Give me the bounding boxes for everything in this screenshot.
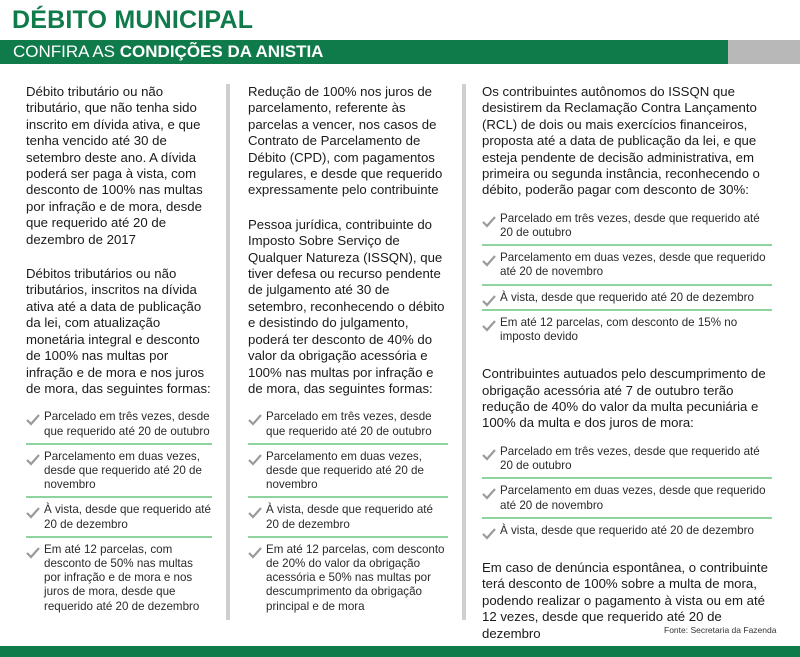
check-icon — [248, 506, 262, 520]
list-item-text: Parcelamento em duas vezes, desde que requerido até 20 de novembro — [44, 449, 202, 492]
column-separator — [462, 84, 466, 620]
list-item — [26, 498, 212, 537]
list-item — [26, 445, 212, 499]
paragraph: Redução de 100% nos juros de parcelamento, referente às parcelas a vencer, nos casos de Contrato de Parcelamento de Débito (CPD), com pagamentos regulares, e desde que requerido expressamente pelo contribuinte — [248, 84, 443, 198]
paragraph: Pessoa jurídica, contribuinte do Imposto Sobre Serviço de Qualquer Natureza (ISSQN), que tiver defesa ou recurso pendente de julgamento até 30 de setembro, reconhecendo o débito e desistindo do julgamento, poderá ter desconto de 40% do valor da obrigação acessória e 100% nas multas por infração e de mora, das seguintes formas: — [248, 216, 445, 396]
paragraph: Contribuintes autuados pelo descumprimento de obrigação acessória até 7 de outubro terão redução de 40% do valor da multa pecuniária e 100% da multa e dos juros de mora: — [482, 366, 766, 431]
check-icon — [482, 215, 496, 229]
condition-list — [482, 440, 772, 542]
list-item-text: Parcelado em três vezes, desde que requerido até 20 de outubro — [500, 444, 760, 473]
banner-gray-block — [728, 40, 800, 64]
column-separator — [226, 84, 230, 620]
check-icon — [482, 294, 496, 308]
column-3 — [482, 84, 772, 642]
list-item-text: À vista, desde que requerido até 20 de dezembro — [266, 503, 433, 531]
check-icon — [482, 487, 496, 501]
list-item-text: Parcelado em três vezes, desde que requerido até 20 de outubro — [266, 410, 432, 438]
list-item — [482, 286, 772, 311]
list-item — [482, 207, 772, 246]
list-item — [248, 445, 448, 499]
list-item — [248, 538, 448, 618]
subtitle-bar — [0, 40, 728, 64]
list-item — [248, 405, 448, 444]
source-note: Fonte: Secretaria da Fazenda — [664, 625, 777, 635]
check-icon — [248, 546, 262, 560]
list-item-text: À vista, desde que requerido até 20 de dezembro — [500, 290, 754, 304]
check-icon — [26, 506, 40, 520]
check-icon — [26, 453, 40, 467]
list-item-text: Parcelado em três vezes, desde que requerido até 20 de outubro — [44, 410, 210, 438]
subtitle-bold: CONDIÇÕES DA ANISTIA — [119, 42, 324, 61]
subtitle-banner — [0, 40, 800, 64]
paragraph: Os contribuintes autônomos do ISSQN que desistirem da Reclamação Contra Lançamento (RCL) de dois ou mais exercícios financeiros, proposta até a data de publicação da lei, e que esteja pendente de decisão administrativa, em primeira ou segunda instância, reconhecendo o débito, poderão pagar com desconto de 30%: — [482, 84, 760, 198]
list-item-text: Parcelamento em duas vezes, desde que requerido até 20 de novembro — [266, 449, 424, 492]
list-item-text: Parcelamento em duas vezes, desde que requerido até 20 de novembro — [500, 484, 766, 512]
list-item — [26, 405, 212, 444]
check-icon — [26, 413, 40, 427]
list-item — [482, 479, 772, 518]
list-item-text: À vista, desde que requerido até 20 de dezembro — [500, 523, 754, 537]
list-item-text: Em até 12 parcelas, com desconto de 20% do valor da obrigação acessória e 50% nas multas por descumprimento da obrigação principal e de mora — [266, 542, 445, 613]
check-icon — [248, 413, 262, 427]
list-item — [482, 246, 772, 285]
list-item-text: Em até 12 parcelas, com desconto de 50% nas multas por infração e de mora e nos juros de mora, desde que requerido até 20 de dezembro — [44, 542, 200, 613]
list-item — [248, 498, 448, 537]
paragraph: Débito tributário ou não tributário, que não tenha sido inscrito em dívida ativa, e que tenha vencido até 30 de setembro deste ano. A dívida poderá ser paga à vista, com desconto de 100% nas multas por infração e de mora, desde que requerido até 20 de dezembro de 2017 — [26, 84, 203, 247]
column-2 — [248, 84, 448, 618]
footer-bar — [0, 646, 800, 657]
check-icon — [482, 254, 496, 268]
list-item — [482, 440, 772, 479]
check-icon — [248, 453, 262, 467]
paragraph: Débitos tributários ou não tributários, inscritos na dívida ativa até a data de publicação da lei, com atualização monetária integral e desconto de 100% nas multas por infração e de mora e nos juros de mora, das seguintes formas: — [26, 266, 211, 396]
list-item — [482, 311, 772, 348]
list-item-text: Parcelamento em duas vezes, desde que requerido até 20 de novembro — [500, 251, 766, 279]
list-item-text: Parcelado em três vezes, desde que requerido até 20 de outubro — [500, 211, 760, 240]
column-1 — [26, 84, 212, 618]
paragraph: Em caso de denúncia espontânea, o contribuinte terá desconto de 100% sobre a multa de mora, podendo realizar o pagamento à vista ou em até 12 vezes, desde que requerido até 20 de dezembro — [482, 559, 768, 641]
condition-list — [248, 405, 448, 617]
list-item-text: À vista, desde que requerido até 20 de dezembro — [44, 503, 211, 531]
list-item — [482, 519, 772, 542]
list-item — [26, 538, 212, 618]
check-icon — [482, 527, 496, 541]
check-icon — [482, 319, 496, 333]
check-icon — [482, 448, 496, 462]
condition-list — [482, 207, 772, 348]
subtitle-prefix: CONFIRA AS — [13, 42, 116, 61]
list-item-text: Em até 12 parcelas, com desconto de 15% no imposto devido — [500, 315, 738, 344]
check-icon — [26, 546, 40, 560]
page-title: DÉBITO MUNICIPAL — [12, 6, 254, 34]
condition-list — [26, 405, 212, 617]
